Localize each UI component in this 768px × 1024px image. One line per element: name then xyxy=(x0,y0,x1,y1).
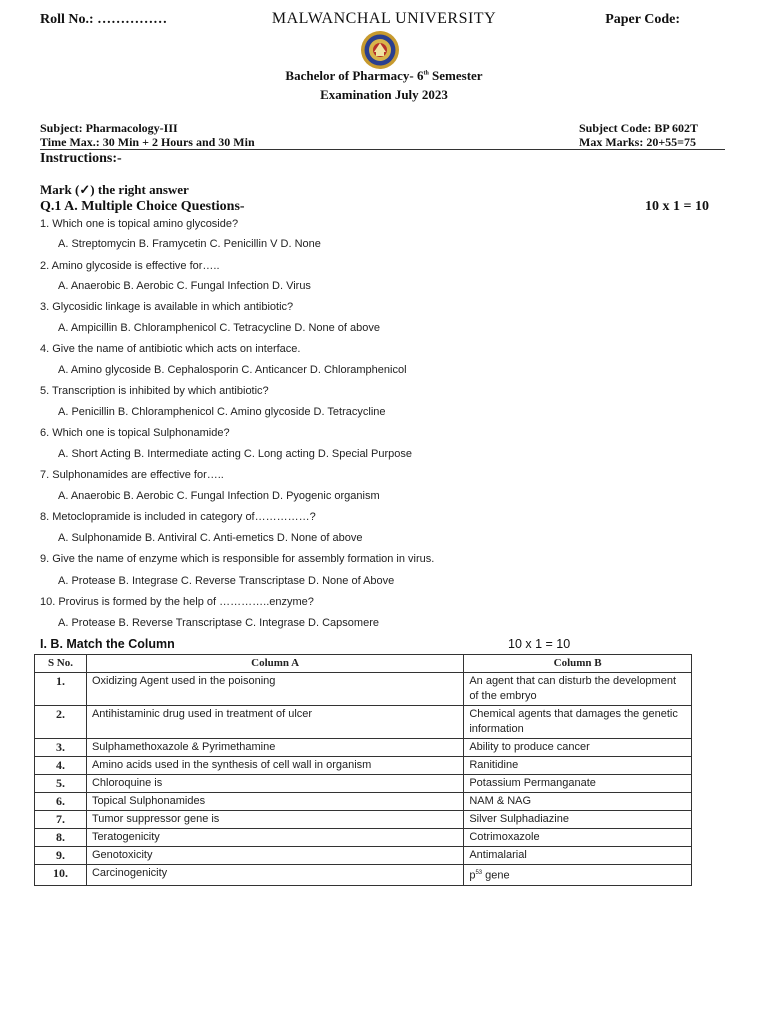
p53-gene-cell: $p^{53}$ gene xyxy=(464,865,692,886)
checkmark-icon: ✓ xyxy=(79,182,91,197)
question-1: 1. Which one is topical amino glycoside? xyxy=(40,218,239,230)
roll-number-label: Roll No.: …………… xyxy=(40,12,168,27)
paper-code-label: Paper Code: xyxy=(605,12,680,27)
table-row: 8. Teratogenicity Cotrimoxazole xyxy=(35,829,692,847)
question-2: 2. Amino glycoside is effective for….. xyxy=(40,260,220,272)
question-3: 3. Glycosidic linkage is available in which antibiotic? xyxy=(40,301,294,313)
table-row: 7. Tumor suppressor gene is Silver Sulphadiazine xyxy=(35,811,692,829)
question-4: 4. Give the name of antibiotic which acts on interface. xyxy=(40,343,301,355)
options-7: A. Anaerobic B. Aerobic C. Fungal Infection D. Pyogenic organism xyxy=(58,490,380,502)
header-column-b: Column B xyxy=(464,655,692,673)
question-10: 10. Provirus is formed by the help of …………..enzyme? xyxy=(40,596,314,608)
options-8: A. Sulphonamide B. Antiviral C. Anti-emetics D. None of above xyxy=(58,532,363,544)
options-3: A. Ampicillin B. Chloramphenicol C. Tetracycline D. None of above xyxy=(58,322,381,334)
section-b-marks: 10 x 1 = 10 xyxy=(508,637,571,651)
table-row: 10. Carcinogenicity $p^{53}$ gene xyxy=(35,865,692,886)
subject-label: Subject: Pharmacology-III xyxy=(40,121,178,135)
divider xyxy=(40,149,725,150)
mark-instruction: Mark (✓) the right answer xyxy=(40,182,189,197)
header-sno: S No. xyxy=(35,655,87,673)
table-row: 5. Chloroquine is Potassium Permanganate xyxy=(35,775,692,793)
time-label: Time Max.: 30 Min + 2 Hours and 30 Min xyxy=(40,135,255,149)
question-6: 6. Which one is topical Sulphonamide? xyxy=(40,427,230,439)
table-row: 3. Sulphamethoxazole & Pyrimethamine Ability to produce cancer xyxy=(35,739,692,757)
table-row: 6. Topical Sulphonamides NAM & NAG xyxy=(35,793,692,811)
subject-code-label: Subject Code: BP 602T xyxy=(579,121,699,135)
exam-title: Examination July 2023 xyxy=(320,87,448,102)
university-name: MALWANCHAL UNIVERSITY xyxy=(271,10,497,27)
max-marks-label: Max Marks: 20+55=75 xyxy=(579,135,696,149)
options-6: A. Short Acting B. Intermediate acting C. Long acting D. Special Purpose xyxy=(58,448,413,460)
table-row: 9. Genotoxicity Antimalarial xyxy=(35,847,692,865)
section-b-title: I. B. Match the Column xyxy=(40,637,175,651)
match-table xyxy=(34,654,692,886)
programme-title: Bachelor of Pharmacy- 6th Semester xyxy=(285,68,483,83)
section-a-title: Q.1 A. Multiple Choice Questions- xyxy=(40,199,245,214)
question-9: 9. Give the name of enzyme which is responsible for assembly formation in virus. xyxy=(40,553,435,565)
question-8: 8. Metoclopramide is included in category of……………? xyxy=(40,511,316,523)
table-header-row xyxy=(35,655,692,673)
options-2: A. Anaerobic B. Aerobic C. Fungal Infection D. Virus xyxy=(58,280,311,292)
table-row: 1. Oxidizing Agent used in the poisoning An agent that can disturb the development of the embryo xyxy=(35,673,692,706)
options-1: A. Streptomycin B. Framycetin C. Penicillin V D. None xyxy=(58,238,321,250)
options-4: A. Amino glycoside B. Cephalosporin C. Anticancer D. Chloramphenicol xyxy=(58,364,407,376)
options-9: A. Protease B. Integrase C. Reverse Transcriptase D. None of Above xyxy=(58,575,395,587)
table-row: 4. Amino acids used in the synthesis of cell wall in organism Ranitidine xyxy=(35,757,692,775)
university-logo-icon xyxy=(360,30,400,70)
options-10: A. Protease B. Reverse Transcriptase C. Integrase D. Capsomere xyxy=(58,617,379,629)
header-column-a: Column A xyxy=(86,655,463,673)
table-row: 2. Antihistaminic drug used in treatment of ulcer Chemical agents that damages the genetic information xyxy=(35,706,692,739)
instructions-heading: Instructions:- xyxy=(40,151,122,166)
question-5: 5. Transcription is inhibited by which antibiotic? xyxy=(40,385,269,397)
section-a-marks: 10 x 1 = 10 xyxy=(645,199,709,214)
options-5: A. Penicillin B. Chloramphenicol C. Amino glycoside D. Tetracycline xyxy=(58,406,386,418)
question-7: 7. Sulphonamides are effective for….. xyxy=(40,469,224,481)
